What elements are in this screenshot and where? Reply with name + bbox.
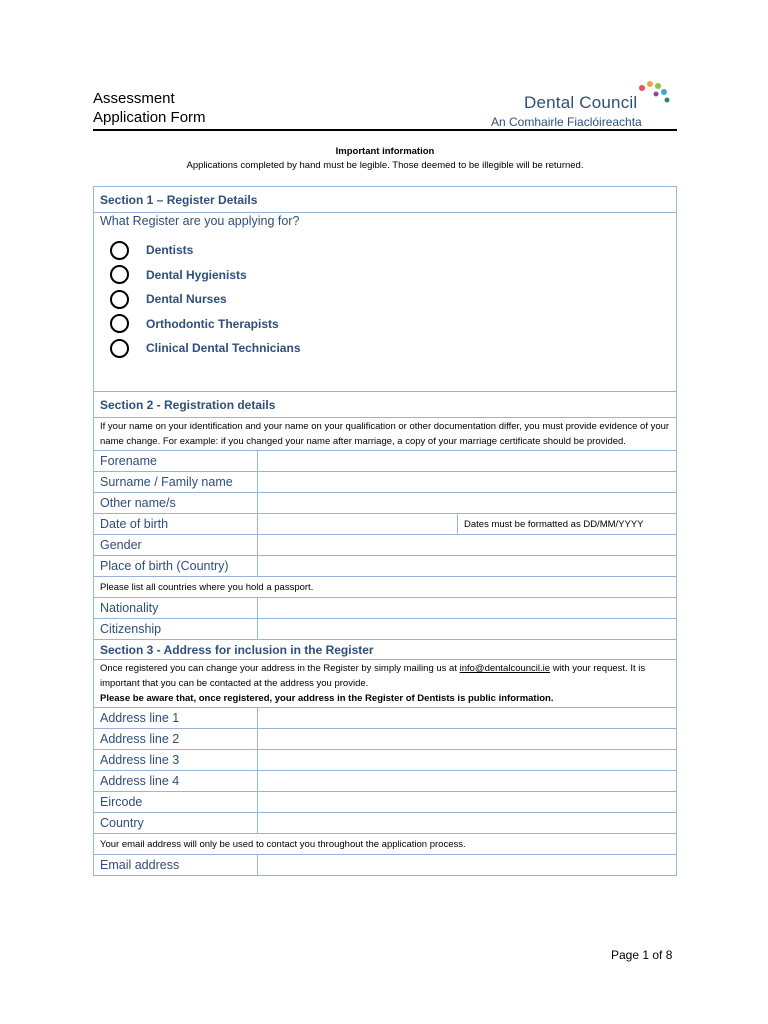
register-option-dental-hygienists[interactable]	[110, 263, 676, 288]
address-line-3-label: Address line 3	[94, 750, 258, 771]
title-line-2: Application Form	[93, 109, 206, 126]
register-option-dentists[interactable]	[110, 238, 676, 263]
section-1-header: Section 1 – Register Details	[94, 187, 677, 213]
citizenship-label: Citizenship	[94, 619, 258, 640]
eircode-input[interactable]	[258, 792, 677, 813]
logo-dot	[647, 81, 653, 87]
register-option-label: Dentists	[146, 243, 194, 258]
nationality-label: Nationality	[94, 598, 258, 619]
dob-format-note: Dates must be formatted as DD/MM/YYYY	[458, 514, 677, 535]
application-form-table	[93, 186, 677, 876]
place-of-birth-label: Place of birth (Country)	[94, 556, 258, 577]
gender-label: Gender	[94, 535, 258, 556]
email-usage-note: Your email address will only be used to contact you throughout the application process.	[94, 834, 677, 855]
place-of-birth-input[interactable]	[258, 556, 677, 577]
logo-dot	[639, 85, 645, 91]
council-email-link[interactable]: info@dentalcouncil.ie	[459, 663, 551, 674]
logo-dots-icon	[634, 80, 674, 108]
register-selection	[94, 213, 677, 392]
section-3-header: Section 3 - Address for inclusion in the Register	[94, 640, 677, 660]
address-line-2-label: Address line 2	[94, 729, 258, 750]
address-line-1-label: Address line 1	[94, 708, 258, 729]
dob-input[interactable]	[258, 514, 458, 535]
register-option-label: Dental Nurses	[146, 292, 227, 307]
document-title	[93, 89, 206, 127]
page-number: Page 1 of 8	[611, 948, 673, 962]
name-change-note: If your name on your identification and your name on your qualification or other documentation differ, you must provide evidence of your name change. For example: if you changed your name after marriage, a copy of your marriage certificate should be provided.	[94, 418, 677, 451]
register-option-orthodontic-therapists[interactable]	[110, 312, 676, 337]
email-address-label: Email address	[94, 855, 258, 876]
address-line-2-input[interactable]	[258, 729, 677, 750]
logo-dot	[665, 98, 670, 103]
important-information	[93, 145, 677, 173]
radio-circle-icon[interactable]	[110, 265, 129, 284]
section-2-header: Section 2 - Registration details	[94, 392, 677, 418]
public-info-note: Please be aware that, once registered, your address in the Register of Dentists is public information.	[100, 693, 554, 704]
radio-circle-icon[interactable]	[110, 314, 129, 333]
other-names-label: Other name/s	[94, 493, 258, 514]
address-line-1-input[interactable]	[258, 708, 677, 729]
logo-subtitle: An Comhairle Fiaclóireachta	[491, 115, 642, 129]
radio-circle-icon[interactable]	[110, 241, 129, 260]
logo-name: Dental Council	[524, 93, 638, 112]
register-option-label: Clinical Dental Technicians	[146, 341, 301, 356]
important-title: Important information	[335, 146, 435, 157]
country-input[interactable]	[258, 813, 677, 834]
citizenship-input[interactable]	[258, 619, 677, 640]
radio-circle-icon[interactable]	[110, 290, 129, 309]
surname-label: Surname / Family name	[94, 472, 258, 493]
nationality-input[interactable]	[258, 598, 677, 619]
logo-dot	[654, 92, 659, 97]
dental-council-logo	[490, 80, 676, 130]
logo-dot	[655, 83, 661, 89]
header-divider	[93, 129, 677, 131]
address-line-3-input[interactable]	[258, 750, 677, 771]
forename-label: Forename	[94, 451, 258, 472]
passport-note: Please list all countries where you hold a passport.	[94, 577, 677, 598]
dob-label: Date of birth	[94, 514, 258, 535]
address-note-text-2: with your request. It is important that you can be contacted at the address you provide.	[100, 663, 646, 689]
radio-circle-icon[interactable]	[110, 339, 129, 358]
address-note	[94, 660, 677, 708]
country-label: Country	[94, 813, 258, 834]
gender-input[interactable]	[258, 535, 677, 556]
register-question: What Register are you applying for?	[100, 214, 300, 228]
forename-input[interactable]	[258, 451, 677, 472]
eircode-label: Eircode	[94, 792, 258, 813]
logo-dot	[661, 89, 667, 95]
important-text: Applications completed by hand must be legible. Those deemed to be illegible will be returned.	[186, 160, 584, 171]
title-line-1: Assessment	[93, 90, 175, 107]
register-option-clinical-dental-technicians[interactable]	[110, 336, 676, 361]
other-names-input[interactable]	[258, 493, 677, 514]
address-line-4-input[interactable]	[258, 771, 677, 792]
address-note-text-1: Once registered you can change your address in the Register by simply mailing us at	[100, 663, 460, 674]
register-option-label: Dental Hygienists	[146, 267, 247, 282]
address-line-4-label: Address line 4	[94, 771, 258, 792]
register-option-dental-nurses[interactable]	[110, 287, 676, 312]
email-address-input[interactable]	[258, 855, 677, 876]
surname-input[interactable]	[258, 472, 677, 493]
register-option-label: Orthodontic Therapists	[146, 316, 279, 331]
